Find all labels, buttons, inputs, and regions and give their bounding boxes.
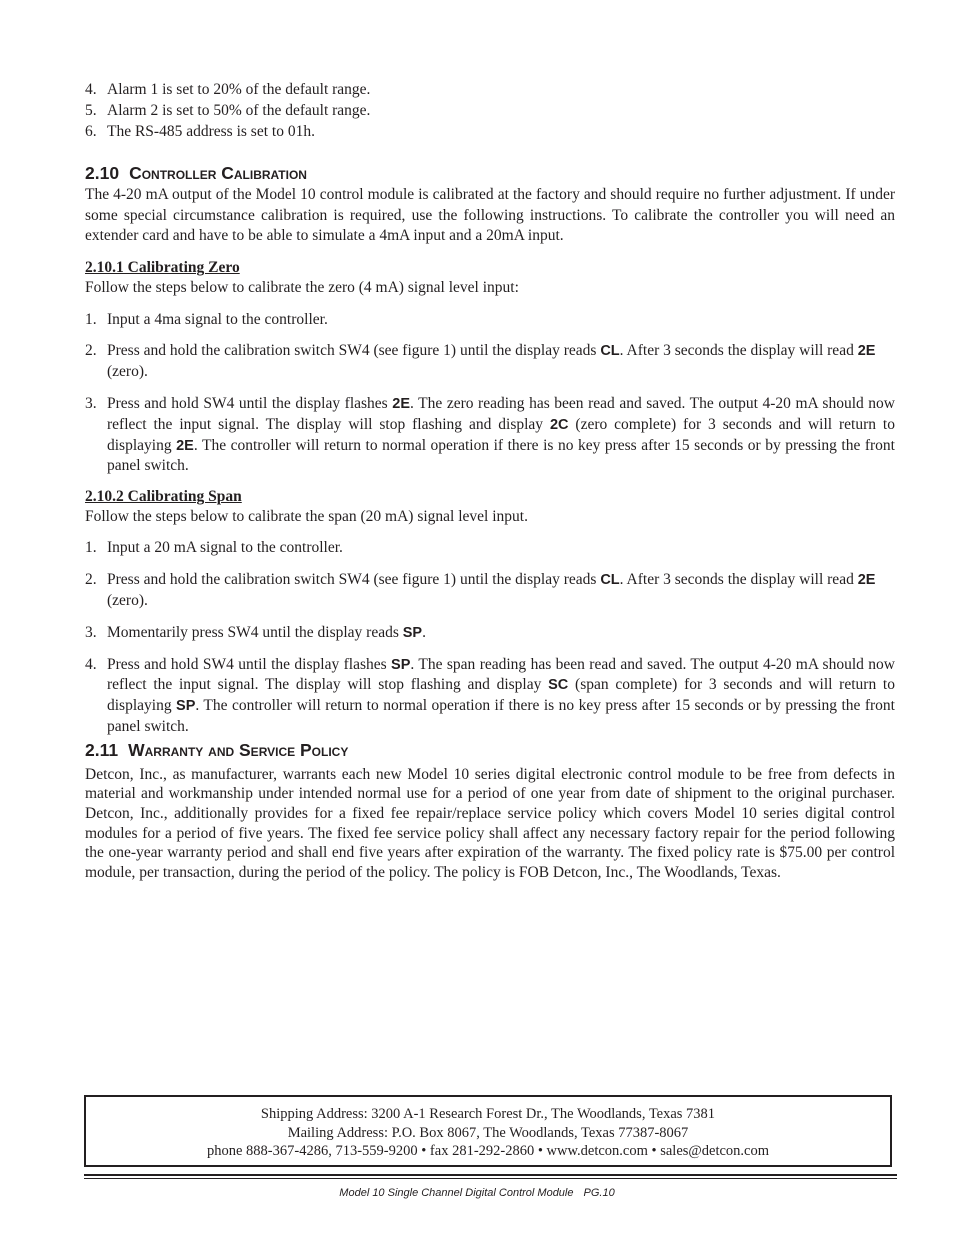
shipping-address: Shipping Address: 3200 A-1 Research Forest Dr., The Woodlands, Texas 7381 bbox=[260, 1106, 716, 1122]
address-box bbox=[84, 1095, 892, 1167]
display-code: 2C bbox=[549, 416, 569, 433]
list-item: 3. Momentarily press SW4 until the display reads SP. bbox=[85, 623, 426, 641]
display-code: CL bbox=[600, 343, 620, 360]
subsection-heading-zero: 2.10.1 Calibrating Zero bbox=[85, 259, 240, 277]
list-item: 1. Input a 4ma signal to the controller. bbox=[85, 310, 328, 328]
display-code: 2E bbox=[392, 395, 411, 412]
section-heading-2-11: 2.11 Warranty and Service Policy bbox=[85, 739, 349, 760]
display-code: SP bbox=[402, 624, 423, 641]
span-intro: Follow the steps below to calibrate the span (20 mA) signal level input. bbox=[85, 508, 528, 526]
section-body-2-11: Detcon, Inc., as manufacturer, warrants each new Model 10 series digital electronic control module to be free from defects in material and workmanship under intended normal use for a period of one year from date of shipment to the original purchaser. Detcon, Inc., additionally provides for a fixed fee repair/replace service policy which covers Model 10 series digital control modules for a period of five years. The fixed fee service policy shall affect any necessary factory repair for the period following the one-year warranty period and shall end five years after expiration of the warranty. The fixed policy rate is $75.00 per control module, per transaction, during the period of the policy. The policy is FOB Detcon, Inc., The Woodlands, Texas. bbox=[85, 765, 895, 881]
page-footer bbox=[0, 1187, 954, 1199]
display-code: SP bbox=[391, 656, 411, 673]
subsection-heading-span: 2.10.2 Calibrating Span bbox=[85, 488, 242, 506]
list-item: 3. Press and hold SW4 until the display flashes 2E. The zero reading has been read and saved. The output 4-20 mA should now reflect the input signal. The display will stop flashing and display 2C (zero complete) for 3 seconds and will return to displaying 2E. The controller will return to normal operation if there is no key press after 15 seconds or by pressing the front panel switch. bbox=[85, 394, 895, 475]
footer-rule bbox=[84, 1178, 897, 1179]
span-steps bbox=[85, 538, 895, 737]
zero-steps bbox=[85, 310, 895, 478]
mailing-address: Mailing Address: P.O. Box 8067, The Woodlands, Texas 77387-8067 bbox=[287, 1124, 689, 1141]
zero-intro: Follow the steps below to calibrate the zero (4 mA) signal level input: bbox=[85, 279, 519, 297]
display-code: SP bbox=[176, 698, 196, 715]
section-heading-2-10: 2.10 Controller Calibration bbox=[85, 163, 307, 184]
list-item: 2. Press and hold the calibration switch SW4 (see figure 1) until the display reads CL. After 3 seconds the display will read 2E (zero). bbox=[85, 342, 876, 381]
list-item: 6. The RS-485 address is set to 01h. bbox=[85, 122, 315, 140]
section-body-2-10: The 4-20 mA output of the Model 10 control module is calibrated at the factory and should require no further adjustment. If under some special circumstance calibration is required, use the following instructions. To calibrate the controller you will need an extender card and have to be able to simulate a 4mA input and a 20mA input. bbox=[85, 186, 895, 244]
contact-line: phone 888-367-4286, 713-559-9200 • fax 281-292-2860 • www.detcon.com • sales@detcon.com bbox=[206, 1143, 770, 1159]
list-item: 4. Press and hold SW4 until the display flashes SP. The span reading has been read and saved. The output 4-20 mA should now reflect the input signal. The display will stop flashing and display SC (span complete) for 3 seconds and will return to displaying SP. The controller will return to normal operation if there is no key press after 15 seconds or by pressing the front panel switch. bbox=[85, 655, 895, 736]
display-code: 2E bbox=[857, 572, 876, 589]
list-item: 5. Alarm 2 is set to 50% of the default range. bbox=[85, 101, 371, 119]
display-code: 2E bbox=[857, 343, 876, 360]
display-code: CL bbox=[600, 572, 620, 589]
list-item: 2. Press and hold the calibration switch SW4 (see figure 1) until the display reads CL. After 3 seconds the display will read 2E (zero). bbox=[85, 571, 876, 610]
top-list bbox=[85, 80, 895, 142]
page-number: PG.10 bbox=[583, 1187, 615, 1199]
list-item: 1. Input a 20 mA signal to the controller. bbox=[85, 539, 343, 557]
list-item: 4. Alarm 1 is set to 20% of the default range. bbox=[85, 81, 371, 98]
page-body bbox=[85, 80, 895, 882]
display-code: SC bbox=[548, 677, 569, 694]
display-code: 2E bbox=[176, 437, 194, 454]
footer-rule bbox=[84, 1174, 897, 1176]
document-title: Model 10 Single Channel Digital Control Module bbox=[339, 1187, 574, 1199]
